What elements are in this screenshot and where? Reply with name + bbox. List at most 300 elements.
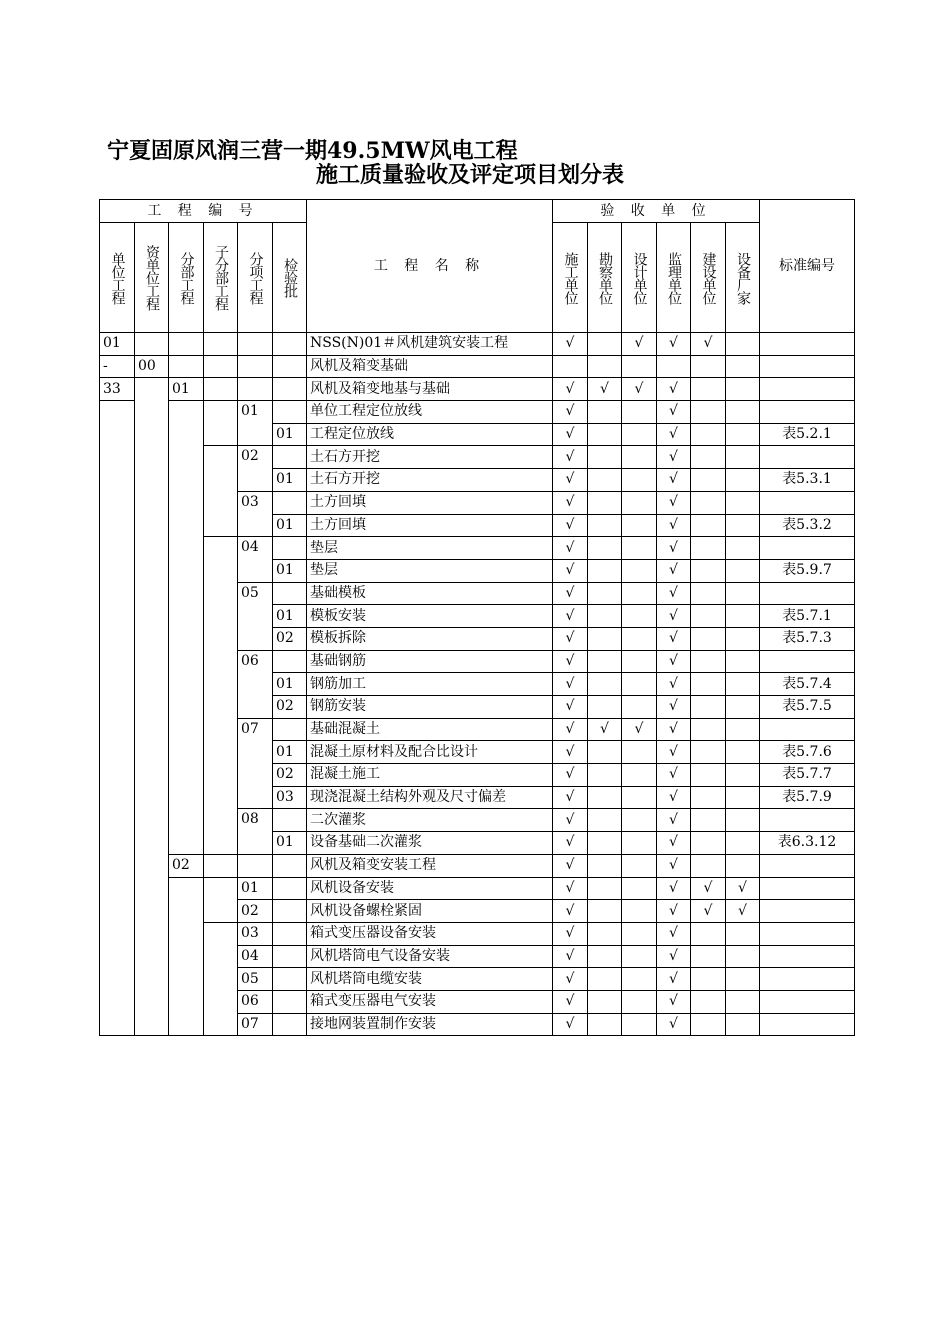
check-cell [622,401,657,424]
check-mark: √ [657,718,691,741]
check-mark: √ [553,945,588,968]
check-cell [691,945,726,968]
sub-unit-merged [135,378,169,1036]
header-name: 工 程 名 称 [307,200,553,333]
check-cell [622,900,657,923]
lot-code [273,990,307,1013]
check-cell [588,945,622,968]
header-design-unit: 设计单位 [622,223,657,333]
standard-code [760,355,855,378]
check-mark: √ [553,605,588,628]
check-cell [622,537,657,560]
check-mark: √ [588,378,622,401]
check-cell [691,764,726,787]
header-equipment-vendor: 设备厂家 [726,223,760,333]
item-code [238,854,273,877]
item-code: 04 [238,537,273,582]
standard-code: 表5.9.7 [760,559,855,582]
project-name: 基础模板 [307,582,553,605]
check-mark: √ [553,832,588,855]
standard-code [760,809,855,832]
lot-code [273,809,307,832]
check-mark: √ [622,333,657,356]
check-mark: √ [657,877,691,900]
check-mark: √ [553,491,588,514]
project-name: 土方回填 [307,514,553,537]
lot-code [273,1013,307,1036]
check-cell [588,832,622,855]
check-cell [588,559,622,582]
project-name: 土石方开挖 [307,446,553,469]
check-mark: √ [553,696,588,719]
check-cell [726,582,760,605]
check-cell [691,401,726,424]
check-mark: √ [657,514,691,537]
check-mark: √ [553,378,588,401]
check-cell [726,423,760,446]
lot-code: 01 [273,741,307,764]
division-code: 02 [169,854,204,877]
check-cell [622,786,657,809]
check-cell [726,355,760,378]
check-cell [622,491,657,514]
check-cell [622,469,657,492]
check-mark: √ [553,423,588,446]
check-mark: √ [553,673,588,696]
lot-code [273,922,307,945]
check-mark: √ [553,922,588,945]
check-cell [622,854,657,877]
check-cell [726,401,760,424]
check-cell [691,650,726,673]
project-name: 风机设备安装 [307,877,553,900]
check-cell [588,537,622,560]
item-code: 06 [238,990,273,1013]
check-mark: √ [657,990,691,1013]
header-construction-unit: 施工单位 [553,223,588,333]
table-row [100,854,855,877]
sub-unit-code: 00 [135,355,169,378]
project-name: 箱式变压器设备安装 [307,922,553,945]
check-mark: √ [622,718,657,741]
standard-code [760,922,855,945]
project-name: 单位工程定位放线 [307,401,553,424]
check-cell [622,809,657,832]
project-name: 风机塔筒电气设备安装 [307,945,553,968]
header-code-group: 工 程 编 号 [100,200,307,223]
lot-code: 01 [273,423,307,446]
project-name: 风机及箱变地基与基础 [307,378,553,401]
sub-division-merged [204,401,238,446]
item-code: 07 [238,718,273,809]
check-cell [726,764,760,787]
standard-code [760,446,855,469]
item-code: 06 [238,650,273,718]
project-name: 垫层 [307,559,553,582]
item-code: 07 [238,1013,273,1036]
check-cell [588,423,622,446]
check-cell [691,696,726,719]
standard-code [760,378,855,401]
header-inspection-lot: 检验批 [273,223,307,333]
check-mark: √ [553,627,588,650]
check-mark: √ [553,877,588,900]
check-cell [657,355,691,378]
check-cell [691,514,726,537]
check-cell [726,718,760,741]
check-mark: √ [657,786,691,809]
check-mark: √ [657,627,691,650]
check-mark: √ [553,537,588,560]
division-table [99,199,855,1036]
check-mark: √ [588,718,622,741]
standard-code [760,650,855,673]
check-cell [726,650,760,673]
project-name: 混凝土施工 [307,764,553,787]
project-name: 土方回填 [307,491,553,514]
standard-code: 表6.3.12 [760,832,855,855]
check-cell [622,446,657,469]
check-cell [622,582,657,605]
check-cell [726,514,760,537]
check-cell [588,922,622,945]
check-cell [726,627,760,650]
check-cell [726,832,760,855]
check-cell [588,741,622,764]
check-mark: √ [657,1013,691,1036]
check-cell [691,469,726,492]
check-cell [588,854,622,877]
lot-code: 01 [273,514,307,537]
table-body [100,333,855,1036]
lot-code [273,355,307,378]
item-code [238,333,273,356]
lot-code [273,900,307,923]
check-cell [622,990,657,1013]
table-row [100,401,855,424]
unit-project-merged [100,401,135,1036]
check-mark: √ [657,673,691,696]
item-code: 03 [238,491,273,536]
check-cell [726,469,760,492]
check-mark: √ [553,1013,588,1036]
header-sub-division-project: 子分部工程 [204,223,238,333]
header-supervision-unit: 监理单位 [657,223,691,333]
check-cell [691,718,726,741]
check-mark: √ [553,401,588,424]
check-cell [691,423,726,446]
lot-code [273,968,307,991]
lot-code: 01 [273,673,307,696]
check-mark: √ [657,922,691,945]
check-mark: √ [553,900,588,923]
check-mark: √ [553,514,588,537]
check-cell [588,469,622,492]
lot-code [273,401,307,424]
check-mark: √ [657,900,691,923]
check-cell [588,900,622,923]
header-owner-unit: 建设单位 [691,223,726,333]
check-mark: √ [691,333,726,356]
sub-division-merged [204,877,238,922]
check-cell [588,627,622,650]
check-cell [588,514,622,537]
standard-code [760,582,855,605]
table-row [100,333,855,356]
check-cell [691,378,726,401]
check-cell [622,673,657,696]
table-row [100,446,855,469]
item-code: 03 [238,922,273,945]
check-cell [588,809,622,832]
header-unit-project: 单位工程 [100,223,135,333]
check-mark: √ [553,764,588,787]
project-name: 垫层 [307,537,553,560]
lot-code [273,446,307,469]
check-cell [622,423,657,446]
standard-code: 表5.7.7 [760,764,855,787]
check-mark: √ [657,491,691,514]
check-cell [588,582,622,605]
project-name: 模板安装 [307,605,553,628]
check-cell [691,605,726,628]
standard-code: 表5.7.6 [760,741,855,764]
check-mark: √ [657,832,691,855]
check-mark: √ [553,990,588,1013]
unit-project-code: 01 [100,333,135,356]
check-mark: √ [553,968,588,991]
standard-code [760,333,855,356]
item-code: 01 [238,401,273,446]
project-name: 工程定位放线 [307,423,553,446]
check-cell [726,673,760,696]
check-cell [588,1013,622,1036]
standard-code: 表5.7.3 [760,627,855,650]
check-cell [691,559,726,582]
check-cell [588,696,622,719]
check-cell [726,741,760,764]
standard-code: 表5.7.9 [760,786,855,809]
project-name: NSS(N)01＃风机建筑安装工程 [307,333,553,356]
standard-code [760,968,855,991]
document-title-line2: 施工质量验收及评定项目划分表 [316,162,625,188]
project-name: 模板拆除 [307,627,553,650]
table-row [100,378,855,401]
table-row [100,355,855,378]
check-cell [588,786,622,809]
header-survey-unit: 勘察单位 [588,223,622,333]
check-cell [588,605,622,628]
check-mark: √ [657,809,691,832]
check-cell [691,741,726,764]
lot-code: 01 [273,469,307,492]
check-cell [726,605,760,628]
check-mark: √ [553,809,588,832]
standard-code [760,900,855,923]
lot-code [273,854,307,877]
check-mark: √ [657,582,691,605]
check-cell [622,968,657,991]
project-name: 风机及箱变基础 [307,355,553,378]
standard-code [760,990,855,1013]
check-cell [726,809,760,832]
lot-code: 01 [273,832,307,855]
item-code [238,355,273,378]
item-code: 05 [238,968,273,991]
check-cell [726,1013,760,1036]
unit-project-code: - [100,355,135,378]
project-name: 风机及箱变安装工程 [307,854,553,877]
header-sub-unit-project: 资单位工程 [135,223,169,333]
lot-code: 03 [273,786,307,809]
check-cell [622,832,657,855]
check-cell [622,1013,657,1036]
check-mark: √ [657,764,691,787]
check-mark: √ [553,446,588,469]
standard-code: 表5.2.1 [760,423,855,446]
lot-code: 01 [273,559,307,582]
item-code: 08 [238,809,273,854]
project-name: 现浇混凝土结构外观及尺寸偏差 [307,786,553,809]
sub-division-merged [204,922,238,1035]
check-cell [726,968,760,991]
standard-code: 表5.7.1 [760,605,855,628]
check-cell [691,832,726,855]
check-cell [691,990,726,1013]
unit-project-code: 33 [100,378,135,401]
check-cell [726,378,760,401]
project-name: 接地网装置制作安装 [307,1013,553,1036]
standard-code: 表5.7.4 [760,673,855,696]
check-cell [588,877,622,900]
lot-code: 02 [273,627,307,650]
check-mark: √ [657,741,691,764]
check-cell [622,741,657,764]
check-mark: √ [657,968,691,991]
standard-code: 表5.7.5 [760,696,855,719]
check-cell [588,650,622,673]
check-cell [726,491,760,514]
check-mark: √ [553,718,588,741]
division-code [169,355,204,378]
check-cell [691,1013,726,1036]
table-row [100,537,855,560]
check-cell [691,854,726,877]
division-merged [169,401,204,855]
item-code: 05 [238,582,273,650]
item-code: 02 [238,900,273,923]
check-cell [691,537,726,560]
lot-code [273,718,307,741]
header-item-project: 分项工程 [238,223,273,333]
check-cell [691,582,726,605]
check-mark: √ [657,469,691,492]
header-standard: 标准编号 [760,200,855,333]
division-code: 01 [169,378,204,401]
check-cell [622,355,657,378]
check-cell [691,355,726,378]
check-cell [726,696,760,719]
project-name: 二次灌浆 [307,809,553,832]
document-title-line1: 宁夏固原风润三营一期49.5MW风电工程 [107,138,518,164]
check-cell [726,990,760,1013]
standard-code: 表5.3.2 [760,514,855,537]
check-cell [622,922,657,945]
check-cell [622,945,657,968]
lot-code: 02 [273,764,307,787]
check-mark: √ [657,696,691,719]
check-mark: √ [553,469,588,492]
sub-division-cell [204,333,238,356]
check-mark: √ [657,945,691,968]
check-cell [726,446,760,469]
lot-code [273,537,307,560]
table-row [100,922,855,945]
check-cell [588,990,622,1013]
project-name: 土石方开挖 [307,469,553,492]
project-name: 基础混凝土 [307,718,553,741]
check-mark: √ [657,650,691,673]
lot-code [273,877,307,900]
sub-division-merged [204,446,238,537]
check-cell [726,786,760,809]
check-cell [726,945,760,968]
check-mark: √ [657,401,691,424]
check-cell [588,764,622,787]
check-cell [622,696,657,719]
lot-code [273,378,307,401]
project-name: 混凝土原材料及配合比设计 [307,741,553,764]
item-code: 02 [238,446,273,491]
check-mark: √ [553,786,588,809]
check-cell [588,673,622,696]
check-cell [622,605,657,628]
check-cell [726,333,760,356]
lot-code: 02 [273,696,307,719]
lot-code [273,333,307,356]
sub-division-cell [204,378,238,401]
check-cell [588,446,622,469]
check-mark: √ [657,605,691,628]
standard-code: 表5.3.1 [760,469,855,492]
check-mark: √ [553,333,588,356]
project-name: 风机设备螺栓紧固 [307,900,553,923]
check-mark: √ [657,423,691,446]
check-mark: √ [657,333,691,356]
check-cell [691,922,726,945]
check-mark: √ [657,378,691,401]
standard-code [760,877,855,900]
lot-code [273,945,307,968]
header-division-project: 分部工程 [169,223,204,333]
standard-code [760,401,855,424]
check-cell [691,809,726,832]
check-cell [622,627,657,650]
sub-division-cell [204,355,238,378]
check-cell [553,355,588,378]
project-name: 设备基础二次灌浆 [307,832,553,855]
check-mark: √ [691,900,726,923]
standard-code [760,718,855,741]
check-mark: √ [553,854,588,877]
sub-division-cell [204,854,238,877]
check-cell [726,854,760,877]
sub-division-merged [204,537,238,855]
check-cell [622,650,657,673]
check-mark: √ [691,877,726,900]
check-cell [622,764,657,787]
check-mark: √ [657,446,691,469]
